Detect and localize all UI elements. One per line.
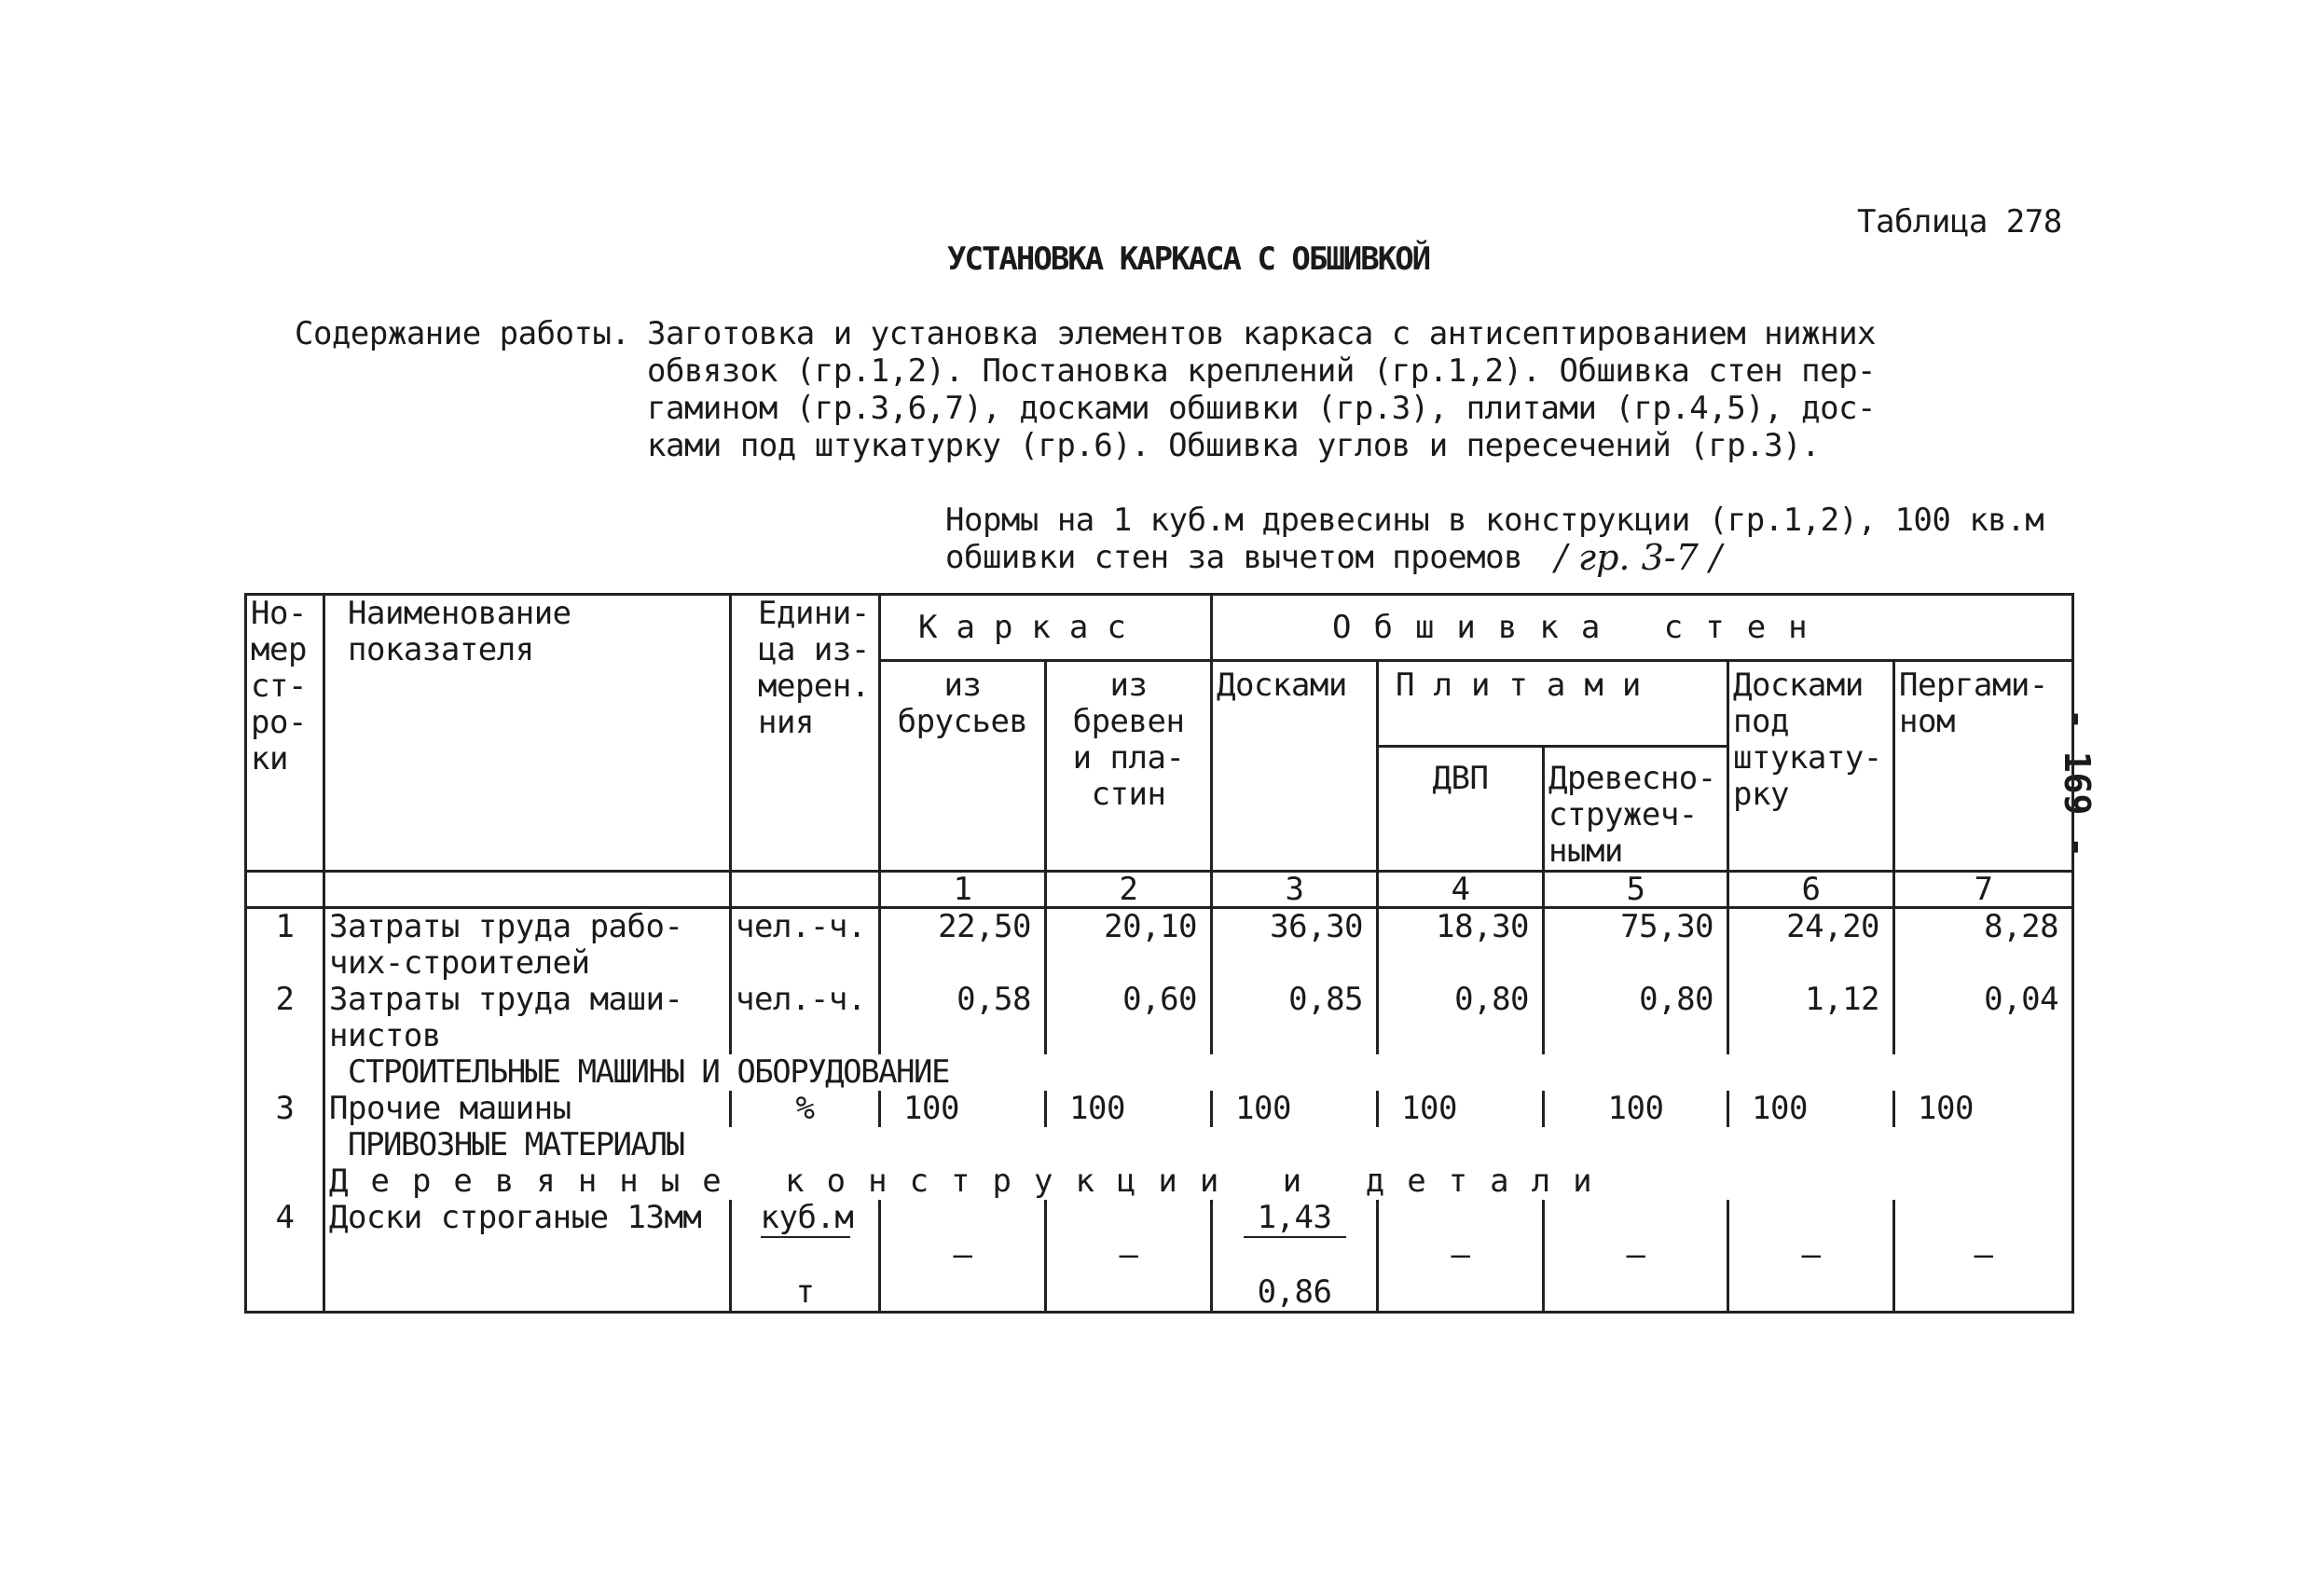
col-number: 3: [1212, 872, 1378, 908]
content-line: Заготовка и установка элементов каркаса с антисептированием нижних: [647, 315, 1877, 352]
row-value: 100: [1544, 1091, 1728, 1127]
row-number: 4: [246, 1200, 324, 1313]
header-col1: из брусьев: [880, 661, 1046, 872]
header-obshivka: Обшивка стен: [1212, 595, 2073, 661]
norms-line-1: Нормы на 1 куб.м древесины в конструкции (гр.1,2), 100 кв.м: [945, 502, 2044, 539]
table-row: [246, 982, 2073, 1054]
row-value: 100: [1894, 1091, 2073, 1127]
header-col7: Пергами- ном: [1894, 661, 2073, 872]
header-row-number: Но- мер ст- ро- ки: [246, 595, 324, 872]
row-value: –: [1378, 1200, 1544, 1313]
row-number: 3: [246, 1091, 324, 1127]
row-value: 20,10: [1046, 908, 1212, 983]
col-number: 6: [1728, 872, 1894, 908]
row-value: 100: [1378, 1091, 1544, 1127]
row-value: 100: [1728, 1091, 1894, 1127]
norms-table: [244, 593, 2074, 1314]
content-label: Содержание работы.: [295, 315, 630, 352]
content-line: ками под штукатурку (гр.6). Обшивка углов и пересечений (гр.3).: [647, 427, 1821, 464]
section-wood: Деревянные конструкции и детали: [329, 1163, 1615, 1200]
norms-line-2: обшивки стен за вычетом проемов: [945, 539, 1523, 576]
col-number: 5: [1544, 872, 1728, 908]
header-karkas: Каркас: [880, 595, 1212, 661]
row-value: 22,50: [880, 908, 1046, 983]
header-unit: Едини- ца из- мерен. ния: [731, 595, 880, 872]
row-value: 36,30: [1212, 908, 1378, 983]
row-value: 0,60: [1046, 982, 1212, 1054]
row-value: 0,85: [1212, 982, 1378, 1054]
col-number: 7: [1894, 872, 2073, 908]
table-row: [246, 1200, 2073, 1313]
header-col4: ДВП: [1378, 747, 1544, 872]
column-numbers-row: [246, 872, 2073, 908]
row-value: 24,20: [1728, 908, 1894, 983]
page-number: - 169 -: [2057, 709, 2098, 859]
col-number: 2: [1046, 872, 1212, 908]
header-col2: из бревен и пла- стин: [1046, 661, 1212, 872]
row-unit: %: [731, 1091, 880, 1127]
col-number: 1: [880, 872, 1046, 908]
row-value: 0,04: [1894, 982, 2073, 1054]
row-value: 0,58: [880, 982, 1046, 1054]
page-title: УСТАНОВКА КАРКАСА С ОБШИВКОЙ: [947, 241, 1430, 278]
header-col6: Досками под штукату- рку: [1728, 661, 1894, 872]
row-value: –: [1894, 1200, 2073, 1313]
row-number: 1: [246, 908, 324, 983]
table-row: [246, 1091, 2073, 1127]
value-top: 1,43: [1244, 1200, 1346, 1238]
header-col3: Досками: [1212, 661, 1378, 872]
section-row: [246, 1127, 2073, 1163]
section-row: [246, 1054, 2073, 1091]
row-value: –: [880, 1200, 1046, 1313]
row-name: Прочие машины: [324, 1091, 731, 1127]
row-value: –: [1544, 1200, 1728, 1313]
unit-bottom: т: [795, 1273, 815, 1311]
header-name: Наименование показателя: [324, 595, 731, 872]
row-value: 0,80: [1544, 982, 1728, 1054]
row-value: 1,12: [1728, 982, 1894, 1054]
row-unit: чел.-ч.: [731, 982, 880, 1054]
row-value: –: [1046, 1200, 1212, 1313]
section-materials: ПРИВОЗНЫЕ МАТЕРИАЛЫ: [348, 1127, 684, 1163]
row-unit: [731, 1200, 880, 1313]
row-name: Затраты труда рабо- чих-строителей: [324, 908, 731, 983]
table-row: [246, 908, 2073, 983]
col-number: 4: [1378, 872, 1544, 908]
section-row: [246, 1163, 2073, 1200]
row-value: 75,30: [1544, 908, 1728, 983]
content-line: гамином (гр.3,6,7), досками обшивки (гр.3), плитами (гр.4,5), дос-: [647, 390, 1877, 427]
row-value: [1212, 1200, 1378, 1313]
unit-top: куб.м: [760, 1200, 854, 1236]
row-unit: чел.-ч.: [731, 908, 880, 983]
row-value: 100: [880, 1091, 1046, 1127]
row-value: 100: [1212, 1091, 1378, 1127]
section-machines: СТРОИТЕЛЬНЫЕ МАШИНЫ И ОБОРУДОВАНИЕ: [348, 1054, 949, 1091]
row-value: 8,28: [1894, 908, 2073, 983]
content-line: обвязок (гр.1,2). Постановка креплений (гр.1,2). Обшивка стен пер-: [647, 352, 1877, 390]
row-name: Доски строганые 13мм: [324, 1200, 731, 1313]
row-value: 0,80: [1378, 982, 1544, 1054]
row-value: –: [1728, 1200, 1894, 1313]
header-col5: Древесно- стружеч- ными: [1544, 747, 1728, 872]
header-plitami: Плитами: [1378, 661, 1728, 747]
norms-handwritten: / гр. 3-7 /: [1555, 537, 1722, 578]
table-label: Таблица 278: [1857, 203, 2062, 241]
row-value: 18,30: [1378, 908, 1544, 983]
value-bottom: 0,86: [1257, 1273, 1332, 1311]
row-number: 2: [246, 982, 324, 1054]
row-name: Затраты труда маши- нистов: [324, 982, 731, 1054]
content-text: [647, 315, 1876, 464]
row-value: 100: [1046, 1091, 1212, 1127]
